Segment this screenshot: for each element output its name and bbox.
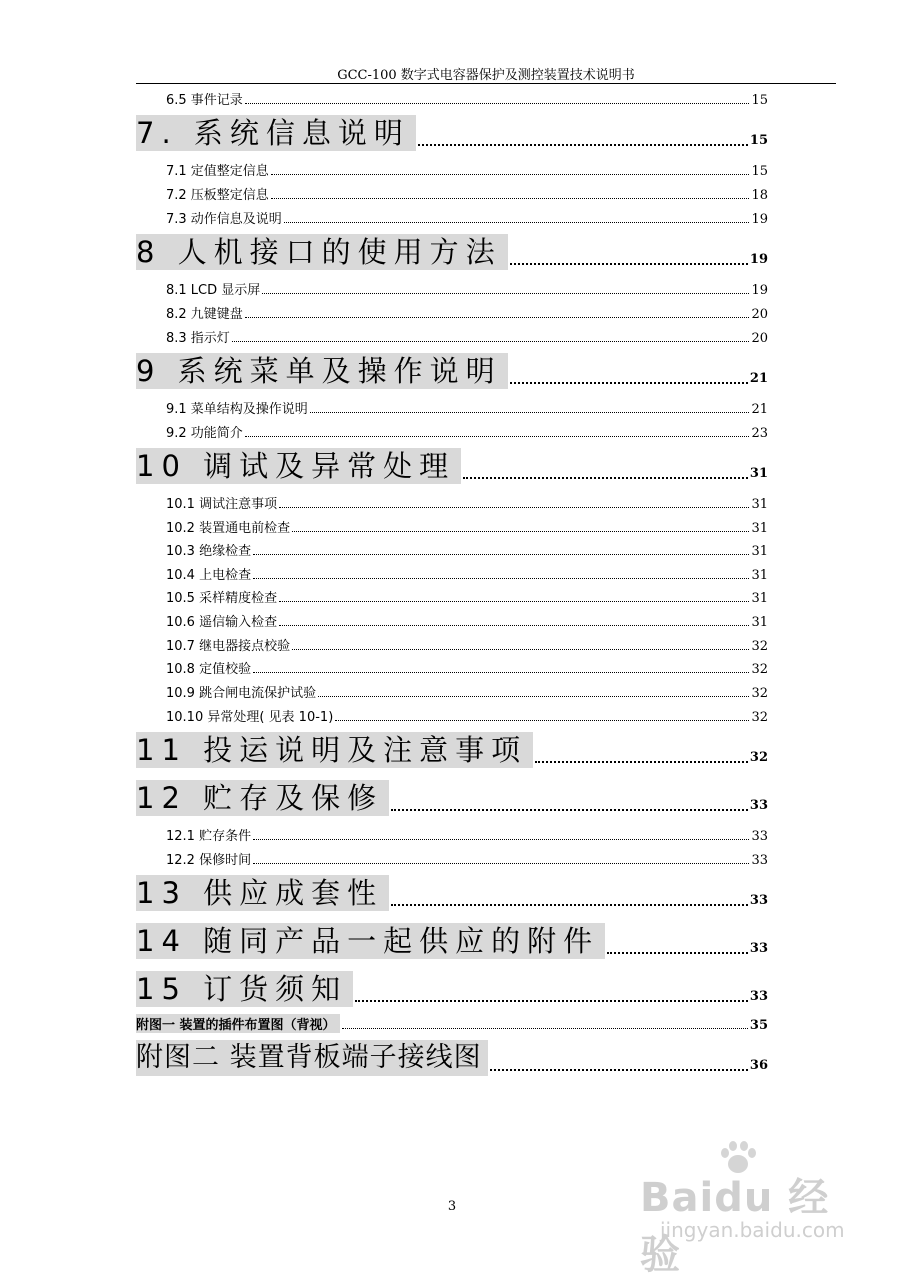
toc-entry-label: 7.2 压板整定信息 (166, 188, 269, 203)
leader-dots (391, 808, 748, 811)
toc-entry[interactable] (136, 563, 768, 583)
toc-chapter[interactable] (136, 732, 768, 768)
toc-entry[interactable] (136, 397, 768, 417)
leader-dots (271, 197, 750, 199)
toc-entry-label: 6.5 事件记录 (166, 93, 243, 108)
toc-entry-label: 10.3 绝缘检查 (166, 544, 252, 559)
toc-entry-page: 32 (751, 662, 768, 677)
leader-dots (245, 435, 750, 437)
leader-dots (535, 760, 748, 763)
leader-dots (391, 903, 748, 906)
toc-entry-label: 10.8 定值校验 (166, 662, 252, 677)
leader-dots (510, 381, 748, 384)
toc-appendix-label: 附图二 装置背板端子接线图 (136, 1040, 488, 1076)
toc-entry[interactable] (136, 681, 768, 701)
toc-entry-label: 10.5 采样精度检查 (166, 591, 278, 606)
toc-entry-label: 10.4 上电检查 (166, 568, 252, 583)
toc-chapter-page: 33 (749, 989, 768, 1004)
toc-chapter-page: 33 (749, 941, 768, 956)
toc-chapter-page: 15 (749, 133, 768, 148)
toc-entry-label: 9.1 菜单结构及操作说明 (166, 402, 308, 417)
watermark (640, 1140, 870, 1278)
toc-chapter-page: 32 (749, 750, 768, 765)
watermark-url: jingyan.baidu.com (660, 1218, 845, 1242)
leader-dots (355, 999, 748, 1002)
toc-entry-label: 10.2 装置通电前检查 (166, 521, 291, 536)
leader-dots (262, 292, 749, 294)
toc-chapter-page: 19 (749, 252, 768, 267)
leader-dots (279, 600, 749, 602)
running-header: GCC-100 数字式电容器保护及测控装置技术说明书 (337, 68, 635, 83)
toc-entry-label: 9.2 功能简介 (166, 426, 243, 441)
leader-dots (271, 173, 750, 175)
page-number: 3 (447, 1199, 457, 1214)
leader-dots (310, 411, 750, 413)
toc-entry[interactable] (136, 634, 768, 654)
toc-entry-page: 33 (751, 829, 768, 844)
toc-entry-page: 32 (751, 710, 768, 725)
leader-dots (232, 340, 750, 342)
toc-chapter-label: 15 订货须知 (136, 971, 353, 1007)
leader-dots (607, 951, 748, 954)
toc-chapter-label: 13 供应成套性 (136, 875, 389, 911)
toc-chapter-label: 8 人机接口的使用方法 (136, 234, 508, 270)
leader-dots (463, 476, 748, 479)
leader-dots (318, 695, 749, 697)
toc-entry-page: 19 (751, 212, 768, 227)
toc-entry-page: 19 (751, 283, 768, 298)
toc-entry-label: 10.9 跳合闸电流保护试验 (166, 686, 317, 701)
leader-dots (284, 221, 750, 223)
toc-chapter[interactable] (136, 780, 768, 816)
toc-entry-page: 15 (751, 164, 768, 179)
leader-dots (490, 1068, 748, 1071)
toc-entry-label: 10.1 调试注意事项 (166, 497, 278, 512)
toc-entry[interactable] (136, 848, 768, 868)
toc-entry-page: 18 (751, 188, 768, 203)
toc-entry-label: 8.2 九键键盘 (166, 307, 243, 322)
toc-entry[interactable] (136, 586, 768, 606)
toc-chapter-page: 21 (749, 371, 768, 386)
toc-entry[interactable] (136, 183, 768, 203)
toc-entry-page: 15 (751, 93, 768, 108)
leader-dots (253, 553, 749, 555)
toc-appendix-page: 35 (749, 1018, 768, 1033)
toc-entry-page: 32 (751, 686, 768, 701)
toc-chapter-page: 33 (749, 798, 768, 813)
leader-dots (418, 143, 748, 146)
watermark-brand: Baidu 经验 (640, 1175, 830, 1278)
leader-dots (342, 1027, 748, 1029)
leader-dots (335, 719, 749, 721)
leader-dots (292, 530, 749, 532)
toc-entry-page: 31 (751, 521, 768, 536)
toc-chapter[interactable] (136, 923, 768, 959)
toc-entry-label: 8.1 LCD 显示屏 (166, 283, 261, 298)
toc-entry[interactable] (136, 207, 768, 227)
toc-entry-label: 10.10 异常处理( 见表 10-1) (166, 710, 334, 725)
toc-chapter-label: 14 随同产品一起供应的附件 (136, 923, 605, 959)
toc-entry-label: 10.7 继电器接点校验 (166, 639, 291, 654)
leader-dots (292, 648, 749, 650)
toc-entry-page: 33 (751, 853, 768, 868)
toc-entry[interactable] (136, 421, 768, 441)
toc-appendix[interactable] (136, 1040, 768, 1076)
toc-entry[interactable] (136, 302, 768, 322)
toc-entry[interactable] (136, 492, 768, 512)
toc-entry-label: 7.3 动作信息及说明 (166, 212, 282, 227)
leader-dots (245, 316, 750, 318)
toc-appendix-page: 36 (749, 1058, 768, 1073)
toc-entry-page: 31 (751, 497, 768, 512)
toc-entry[interactable] (136, 824, 768, 844)
toc-entry-label: 12.1 贮存条件 (166, 829, 252, 844)
toc-entry[interactable] (136, 516, 768, 536)
toc-chapter-label: 11 投运说明及注意事项 (136, 732, 533, 768)
toc-entry-page: 20 (751, 307, 768, 322)
toc-chapter-label: 7. 系统信息说明 (136, 115, 416, 151)
toc-entry-page: 21 (751, 402, 768, 417)
toc-entry-page: 23 (751, 426, 768, 441)
toc-chapter-page: 31 (749, 466, 768, 481)
toc-chapter[interactable] (136, 971, 768, 1007)
toc-entry-page: 32 (751, 639, 768, 654)
leader-dots (253, 671, 749, 673)
toc-entry[interactable] (136, 539, 768, 559)
leader-dots (510, 262, 748, 265)
leader-dots (253, 577, 749, 579)
toc-chapter[interactable] (136, 353, 768, 389)
toc-entry[interactable] (136, 326, 768, 346)
toc-entry[interactable] (136, 657, 768, 677)
toc-entry-label: 8.3 指示灯 (166, 331, 230, 346)
toc-entry-page: 31 (751, 591, 768, 606)
toc-chapter-label: 10 调试及异常处理 (136, 448, 461, 484)
leader-dots (253, 838, 749, 840)
toc-entry[interactable] (136, 88, 768, 108)
leader-dots (279, 506, 749, 508)
toc-chapter[interactable] (136, 115, 768, 151)
toc-chapter[interactable] (136, 234, 768, 270)
toc-chapter-label: 12 贮存及保修 (136, 780, 389, 816)
toc-entry-label: 12.2 保修时间 (166, 853, 252, 868)
toc-chapter[interactable] (136, 875, 768, 911)
toc-entry[interactable] (136, 705, 768, 725)
toc-entry[interactable] (136, 610, 768, 630)
toc-entry-label: 10.6 遥信输入检查 (166, 615, 278, 630)
toc-entry-page: 31 (751, 544, 768, 559)
toc-chapter-label: 9 系统菜单及操作说明 (136, 353, 508, 389)
toc-entry-page: 31 (751, 615, 768, 630)
toc-entry[interactable] (136, 278, 768, 298)
leader-dots (245, 102, 750, 104)
toc-entry[interactable] (136, 159, 768, 179)
toc-entry-page: 20 (751, 331, 768, 346)
toc-chapter-page: 33 (749, 893, 768, 908)
leader-dots (253, 862, 749, 864)
header-rule (136, 83, 836, 84)
toc-chapter[interactable] (136, 448, 768, 484)
leader-dots (279, 624, 749, 626)
toc-appendix-label: 附图一 装置的插件布置图（背视） (136, 1014, 340, 1033)
toc-entry-label: 7.1 定值整定信息 (166, 164, 269, 179)
toc-entry-page: 31 (751, 568, 768, 583)
toc-appendix[interactable] (136, 1013, 768, 1033)
